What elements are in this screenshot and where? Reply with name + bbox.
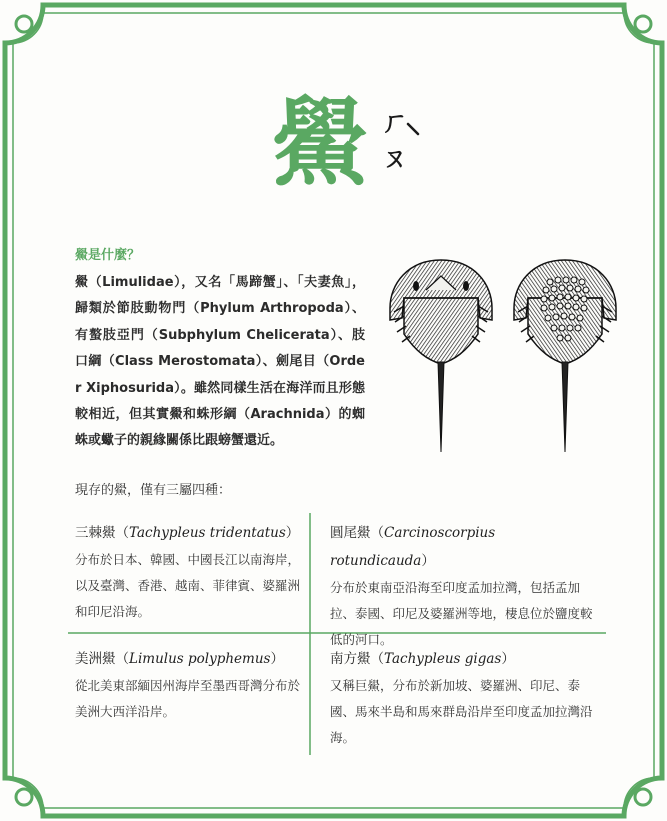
intro-paragraph: 鱟（Limulidae），又名「馬蹄蟹」、「夫妻魚」，歸類於節肢動物門（Phylum Arthropoda）、有螯肢亞門（Subphylum Chelicerata）、肢口綱（Class Merostomata）、劍尾目（Order Xiphosurida）。雖然同樣生活在海洋而且形態較相近，但其實鱟和蛛形綱（Arachnida）的蜘蛛或蠍子的親緣關係比跟螃蟹還近。 — [75, 275, 365, 449]
zhuyin-final: ㄡ — [382, 144, 409, 174]
title-character: 鱟 — [272, 87, 368, 199]
horseshoe-crab-ventral-illustration — [510, 256, 620, 456]
species-cell — [330, 519, 602, 653]
horseshoe-crab-dorsal-illustration — [386, 256, 496, 456]
species-intro: 現存的鱟，僅有三屬四種： — [75, 483, 232, 498]
species-cell — [75, 645, 301, 725]
species-description: 分布於東南亞沿海至印度孟加拉灣，包括孟加拉、泰國、印尼及婆羅洲等地，棲息位於鹽度較低的河口。 — [330, 580, 593, 647]
species-name: 圓尾鱟（Carcinoscorpius rotundicauda） — [330, 525, 496, 569]
fourth-tone-mark-icon — [406, 122, 420, 136]
zhuyin-pronunciation — [382, 108, 426, 178]
species-cell — [330, 645, 602, 751]
species-name: 美洲鱟（Limulus polyphemus） — [75, 651, 284, 667]
section-heading: 鱟是什麼？ — [75, 248, 141, 263]
species-description: 分布於日本、韓國、中國長江以南海岸，以及臺灣、香港、越南、菲律賓、婆羅洲和印尼沿海。 — [75, 552, 301, 619]
zhuyin-initial: ㄏ — [382, 108, 409, 138]
species-name: 南方鱟（Tachypleus gigas） — [330, 651, 515, 667]
species-description: 又稱巨鱟，分布於新加坡、婆羅洲、印尼、泰國、馬來半島和馬來群島沿岸至印度孟加拉灣沿海。 — [330, 678, 593, 745]
species-description: 從北美東部緬因州海岸至墨西哥灣分布於美洲大西洋沿岸。 — [75, 678, 301, 719]
species-name: 三棘鱟（Tachypleus tridentatus） — [75, 525, 300, 541]
species-cell — [75, 519, 301, 625]
